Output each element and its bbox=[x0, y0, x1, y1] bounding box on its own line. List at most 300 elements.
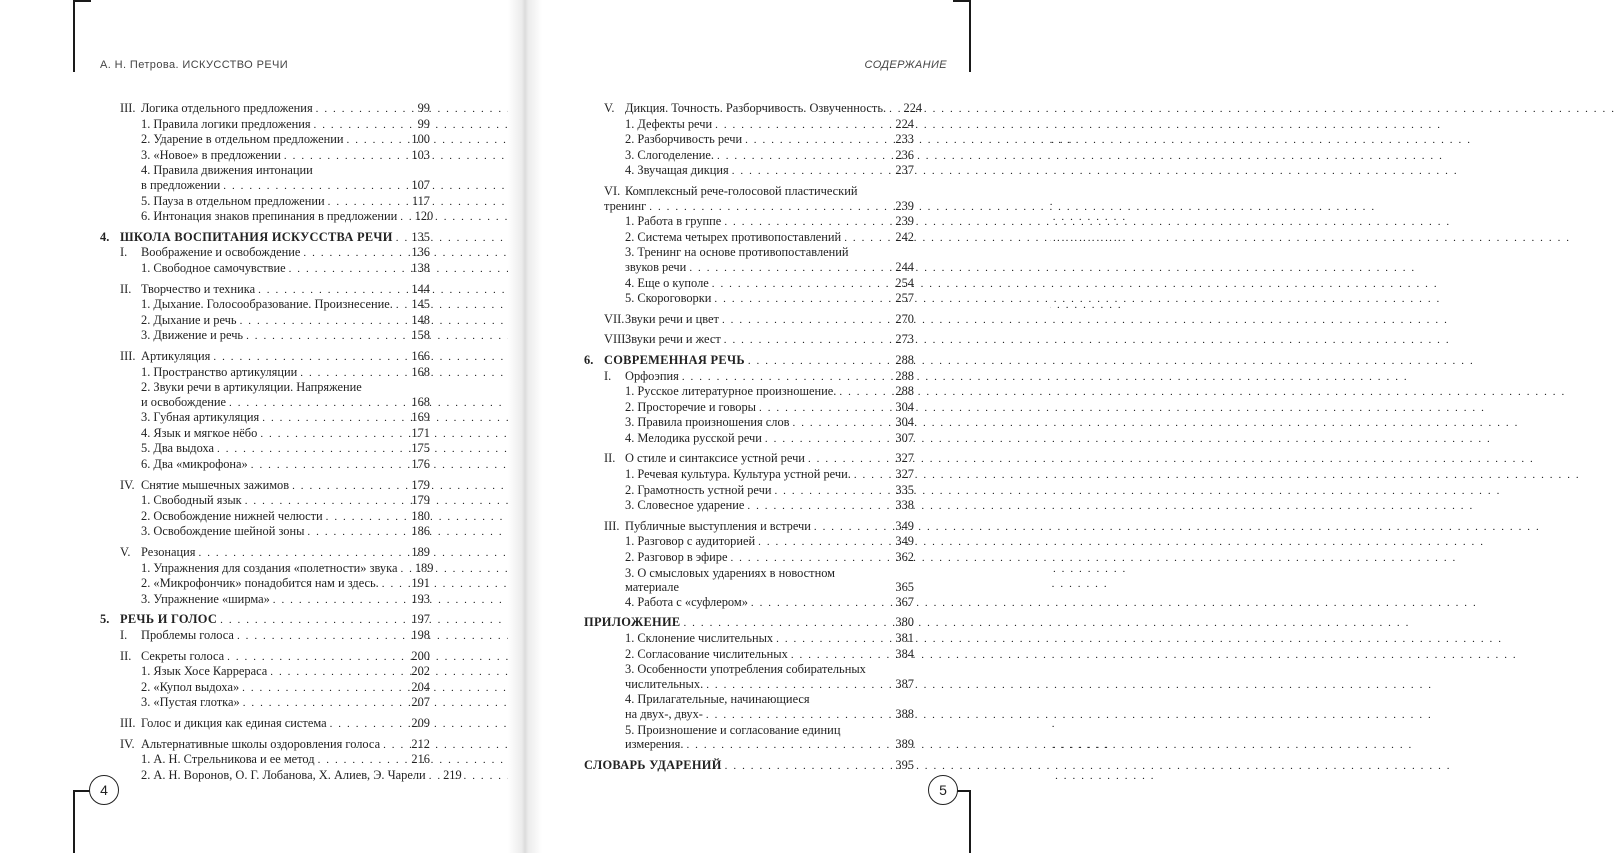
toc-subentry bbox=[584, 723, 914, 738]
page-ref: 362 bbox=[895, 550, 914, 565]
part-number: VI. bbox=[604, 183, 621, 198]
dot-leader bbox=[400, 562, 406, 577]
toc-section bbox=[100, 628, 430, 644]
dot-leader bbox=[712, 277, 887, 292]
page-ref: 389 bbox=[895, 737, 914, 752]
toc-entry bbox=[584, 758, 914, 774]
chapter-title: СЛОВАРЬ УДАРЕНИЙ bbox=[584, 757, 722, 772]
dot-leader bbox=[791, 648, 887, 663]
dot-leader bbox=[303, 246, 403, 261]
toc-section bbox=[584, 101, 923, 179]
subentry-title-continued: на двух-, двух- bbox=[625, 706, 703, 721]
page-ref: 270 bbox=[895, 311, 914, 326]
toc-subentry bbox=[584, 631, 914, 647]
running-header: А. Н. Петрова. ИСКУССТВО РЕЧИ bbox=[100, 59, 289, 71]
toc-section bbox=[584, 332, 914, 348]
entry-title-continued: тренинг bbox=[604, 198, 647, 213]
toc-subentry bbox=[100, 509, 430, 525]
subentry-title: 1. Разговор с аудиторией bbox=[625, 534, 756, 549]
dot-leader bbox=[347, 133, 403, 148]
toc-section bbox=[100, 649, 430, 711]
page-ref: 186 bbox=[411, 524, 430, 539]
entry-title-text: Проблемы голоса bbox=[141, 628, 234, 642]
page-ref: 288 bbox=[895, 368, 914, 383]
page-ref: 171 bbox=[411, 425, 430, 440]
page-ref: 169 bbox=[411, 410, 430, 425]
toc-section bbox=[584, 369, 914, 447]
crop-mark bbox=[969, 790, 971, 853]
toc-section bbox=[584, 758, 914, 774]
dot-leader bbox=[383, 738, 403, 753]
dot-leader bbox=[776, 632, 887, 647]
dot-leader bbox=[724, 215, 887, 230]
chapter-title: ПРИЛОЖЕНИЕ bbox=[584, 615, 681, 630]
page-ref: 136 bbox=[411, 245, 430, 260]
entry-title bbox=[120, 478, 289, 493]
toc-subentry bbox=[100, 426, 430, 442]
toc-section bbox=[100, 612, 430, 628]
toc-subentry-continued bbox=[584, 260, 914, 276]
toc-subentry bbox=[100, 576, 430, 592]
subentry-title: 2. Дыхание и речь bbox=[141, 312, 237, 327]
running-header: СОДЕРЖАНИЕ bbox=[864, 59, 947, 71]
entry-title-text: Секреты голоса bbox=[141, 648, 225, 663]
dot-leader bbox=[246, 329, 403, 344]
chapter-number: 6. bbox=[584, 352, 594, 367]
toc-section bbox=[584, 615, 914, 752]
dot-leader bbox=[217, 442, 403, 457]
page-ref: 148 bbox=[411, 312, 430, 327]
subentry-title: 1. Русское литературное произношение. bbox=[625, 384, 837, 399]
toc-section bbox=[100, 545, 434, 607]
page-ref: 166 bbox=[411, 348, 430, 363]
toc-entry bbox=[100, 349, 430, 365]
toc-subentry bbox=[584, 384, 914, 400]
toc-subentry bbox=[100, 380, 430, 395]
toc-entry bbox=[584, 369, 914, 385]
toc-subentry bbox=[584, 692, 914, 707]
page-ref: 273 bbox=[895, 332, 914, 347]
toc-subentry bbox=[584, 214, 914, 230]
subentry-title: 4. Язык и мягкое нёбо bbox=[141, 425, 258, 440]
page-ref: 145 bbox=[411, 297, 430, 312]
toc-subentry bbox=[100, 680, 430, 696]
toc-section bbox=[100, 716, 430, 732]
page-ref: 257 bbox=[895, 291, 914, 306]
part-number: III. bbox=[120, 101, 136, 115]
page-ref: 158 bbox=[411, 328, 430, 343]
page-ref: 224 bbox=[903, 101, 923, 115]
toc-subentry bbox=[584, 400, 914, 416]
part-number: III. bbox=[604, 518, 620, 533]
entry-title-text: Дикция. Точность. Разборчивость. Озвученность. bbox=[625, 101, 887, 115]
part-number: V. bbox=[604, 101, 615, 115]
subentry-title: 2. «Купол выдоха» bbox=[141, 679, 240, 694]
page-ref: 244 bbox=[895, 259, 914, 274]
page-ref: 189 bbox=[411, 545, 430, 560]
toc-column-right bbox=[584, 101, 923, 773]
page-ref: 202 bbox=[411, 664, 430, 679]
dot-leader bbox=[745, 133, 887, 148]
dot-leader bbox=[758, 535, 887, 550]
toc-subentry bbox=[100, 560, 434, 577]
page-ref: 395 bbox=[895, 757, 914, 772]
toc-section bbox=[100, 736, 462, 784]
subentry-title: 2. «Микрофончик» понадобится нам и здесь. bbox=[141, 576, 379, 591]
toc-section bbox=[584, 312, 914, 328]
page-ref: 120 bbox=[414, 209, 434, 224]
toc-subentry bbox=[584, 662, 914, 677]
page-ref: 144 bbox=[411, 281, 430, 296]
page-ref: 239 bbox=[895, 214, 914, 229]
dot-leader bbox=[717, 149, 887, 164]
toc-entry bbox=[100, 478, 430, 494]
page-ref: 200 bbox=[411, 648, 430, 663]
dot-leader bbox=[270, 665, 403, 680]
dot-leader bbox=[683, 616, 887, 631]
toc-subentry bbox=[100, 313, 430, 329]
dot-leader bbox=[686, 738, 887, 753]
subentry-title: 4. Правила движения интонации bbox=[141, 163, 313, 178]
dot-leader bbox=[724, 333, 887, 348]
subentry-title: 2. Разговор в эфире bbox=[625, 550, 728, 565]
toc-section bbox=[100, 245, 430, 276]
page-ref: 365 bbox=[895, 580, 914, 595]
crop-mark bbox=[73, 0, 75, 72]
dot-leader bbox=[808, 452, 887, 467]
page-ref: 349 bbox=[895, 534, 914, 549]
subentry-title: 4. Мелодика русской речи bbox=[625, 430, 762, 445]
subentry-title-continued: в предложении bbox=[141, 177, 221, 192]
subentry-title: 1. Свободное самочувствие bbox=[141, 260, 286, 275]
subentry-title: 3. Правила произношения слов bbox=[625, 415, 790, 430]
toc-entry bbox=[100, 282, 430, 298]
toc-subentry bbox=[100, 365, 430, 381]
toc-subentry bbox=[584, 534, 914, 550]
page-ref: 219 bbox=[443, 767, 462, 782]
subentry-title: 4. Работа с «суфлером» bbox=[625, 594, 748, 609]
page-ref: 288 bbox=[895, 384, 914, 399]
subentry-title: 6. Интонация знаков препинания в предложении bbox=[141, 209, 398, 224]
entry-title-text: Голос и дикция как единая система bbox=[141, 715, 327, 730]
page-ref: 338 bbox=[895, 498, 914, 513]
part-number: VIII. bbox=[604, 332, 629, 347]
entry-title-text: Альтернативные школы оздоровления голоса bbox=[141, 736, 381, 751]
entry-title-text: Орфоэпия bbox=[625, 368, 679, 383]
toc-section bbox=[100, 101, 434, 225]
entry-title bbox=[604, 184, 857, 199]
part-number: IV. bbox=[120, 477, 135, 492]
subentry-title: 5. Скороговорки bbox=[625, 291, 712, 306]
dot-leader bbox=[759, 401, 887, 416]
subentry-title: 4. Прилагательные, начинающиеся bbox=[625, 692, 810, 707]
subentry-title: 3. Освобождение шейной зоны bbox=[141, 524, 305, 539]
page-ref: 99 bbox=[417, 116, 430, 131]
page-ref: 381 bbox=[895, 631, 914, 645]
dot-leader bbox=[722, 313, 887, 328]
toc-subentry bbox=[100, 328, 430, 344]
right-page bbox=[527, 0, 1050, 853]
entry-title-text: Воображение и освобождение bbox=[141, 245, 301, 260]
subentry-title: 3. Движение и речь bbox=[141, 328, 244, 343]
dot-leader bbox=[793, 416, 888, 431]
dot-leader bbox=[814, 520, 887, 535]
subentry-title: 3. Упражнение «ширма» bbox=[141, 591, 270, 606]
subentry-title: 1. Речевая культура. Культура устной речи. bbox=[625, 467, 851, 482]
toc-subentry bbox=[100, 117, 430, 133]
page-ref: 216 bbox=[411, 752, 430, 767]
toc-subentry bbox=[100, 752, 430, 768]
page-ref: 237 bbox=[895, 163, 914, 178]
crop-mark bbox=[953, 0, 971, 2]
page-ref: 193 bbox=[411, 591, 430, 606]
page-ref: 242 bbox=[895, 229, 914, 244]
page-ref: 135 bbox=[411, 229, 430, 244]
page-ref: 212 bbox=[411, 736, 430, 751]
toc-entry bbox=[584, 519, 914, 535]
page-ref: 175 bbox=[411, 441, 430, 456]
subentry-title: 3. О смысловых ударениях в новостном bbox=[625, 565, 836, 580]
page-ref: 288 bbox=[895, 352, 914, 367]
dot-leader bbox=[649, 200, 887, 215]
crop-mark bbox=[969, 0, 971, 72]
dot-leader bbox=[245, 494, 403, 509]
toc-subentry bbox=[100, 695, 430, 711]
dot-leader bbox=[328, 195, 403, 210]
toc-subentry bbox=[100, 261, 430, 277]
toc-subentry bbox=[584, 566, 914, 581]
page-ref: 117 bbox=[411, 193, 430, 208]
page-ref: 179 bbox=[411, 493, 430, 508]
entry-title bbox=[604, 451, 805, 466]
toc-subentry bbox=[100, 664, 430, 680]
toc-subentry-continued bbox=[100, 395, 430, 411]
toc-subentry-continued bbox=[584, 580, 914, 595]
dot-leader bbox=[251, 458, 403, 473]
entry-title-text: Звуки речи и цвет bbox=[625, 311, 719, 326]
subentry-title: 1. Дыхание. Голосообразование. Произнесение. bbox=[141, 297, 393, 312]
dot-leader bbox=[242, 681, 403, 696]
toc-subentry bbox=[100, 163, 430, 178]
subentry-title: 2. Согласование числительных bbox=[625, 646, 788, 661]
entry-title bbox=[120, 282, 255, 297]
page-number-circle: 5 bbox=[928, 775, 958, 805]
dot-leader bbox=[227, 650, 403, 665]
dot-leader bbox=[258, 283, 403, 298]
page-ref: 179 bbox=[411, 477, 430, 492]
toc-section bbox=[584, 353, 914, 369]
entry-title-text: Снятие мышечных зажимов bbox=[141, 477, 290, 492]
dot-leader bbox=[318, 753, 403, 768]
toc-subentry bbox=[584, 467, 914, 483]
subentry-title: 1. Упражнения для создания «полетности» звука bbox=[141, 560, 398, 575]
entry-title bbox=[120, 245, 300, 260]
dot-leader bbox=[213, 350, 403, 365]
dot-leader bbox=[382, 577, 403, 592]
dot-leader bbox=[429, 769, 435, 784]
subentry-title-continued: материале bbox=[625, 580, 679, 595]
part-number: I. bbox=[120, 628, 128, 642]
dot-leader bbox=[400, 210, 406, 225]
toc-column-left bbox=[100, 101, 462, 783]
toc-subentry bbox=[100, 441, 430, 457]
dot-leader bbox=[273, 593, 403, 608]
toc-section bbox=[584, 184, 914, 307]
subentry-title: 3. Губная артикуляция bbox=[141, 410, 260, 425]
dot-leader bbox=[243, 696, 403, 711]
subentry-title-continued: и освобождение bbox=[141, 394, 227, 409]
dot-leader bbox=[237, 629, 403, 644]
toc-subentry bbox=[100, 524, 430, 540]
entry-title bbox=[604, 312, 719, 327]
dot-leader bbox=[307, 525, 403, 540]
toc-section bbox=[100, 282, 430, 344]
subentry-title: 3. «Пустая глотка» bbox=[141, 695, 240, 710]
subentry-title: 1. Свободный язык bbox=[141, 493, 242, 508]
page-ref: 327 bbox=[895, 451, 914, 466]
dot-leader bbox=[260, 427, 403, 442]
toc-subentry bbox=[100, 209, 434, 225]
chapter-title: ШКОЛА ВОСПИТАНИЯ ИСКУССТВА РЕЧИ bbox=[120, 229, 393, 244]
entry-title-text: Звуки речи и жест bbox=[625, 332, 721, 347]
part-number: IV. bbox=[120, 736, 135, 751]
entry-title-text: Публичные выступления и встречи bbox=[625, 518, 811, 533]
dot-leader bbox=[300, 366, 403, 381]
toc-subentry bbox=[584, 276, 914, 292]
part-number: V. bbox=[120, 545, 131, 560]
dot-leader bbox=[689, 261, 887, 276]
toc-entry bbox=[584, 101, 923, 117]
subentry-title: 4. Еще о куполе bbox=[625, 275, 709, 290]
toc-subentry bbox=[100, 297, 430, 313]
page-ref: 224 bbox=[895, 116, 914, 131]
toc-subentry bbox=[100, 132, 430, 148]
toc-entry bbox=[100, 612, 430, 628]
page-ref: 307 bbox=[895, 430, 914, 445]
toc-subentry-continued bbox=[100, 178, 430, 194]
page-ref: 99 bbox=[417, 101, 430, 115]
subentry-title: 3. Слогоделение. bbox=[625, 147, 714, 162]
toc-entry-continued bbox=[584, 199, 914, 215]
page-ref: 180 bbox=[411, 508, 430, 523]
page-ref: 168 bbox=[411, 364, 430, 379]
toc-subentry bbox=[584, 132, 914, 148]
page-ref: 168 bbox=[411, 394, 430, 409]
dot-leader bbox=[316, 102, 403, 117]
entry-title bbox=[120, 628, 234, 643]
dot-leader bbox=[714, 292, 887, 307]
toc-subentry bbox=[584, 498, 914, 514]
dot-leader bbox=[839, 385, 887, 400]
dot-leader bbox=[314, 118, 403, 133]
page-ref: 189 bbox=[414, 560, 434, 575]
subentry-title: 1. Работа в группе bbox=[625, 214, 722, 229]
subentry-title: 1. Склонение числительных bbox=[625, 631, 774, 645]
entry-title-text: Артикуляция bbox=[141, 348, 211, 363]
toc-subentry bbox=[100, 493, 430, 509]
dot-leader bbox=[844, 231, 887, 246]
dot-leader bbox=[289, 262, 403, 277]
toc-section bbox=[100, 349, 430, 473]
part-number: III. bbox=[120, 348, 136, 363]
dot-leader bbox=[725, 759, 887, 774]
page-ref: 367 bbox=[895, 594, 914, 609]
crop-mark bbox=[73, 790, 75, 853]
dot-leader bbox=[889, 102, 895, 117]
toc-entry bbox=[100, 716, 430, 732]
toc-entry bbox=[100, 545, 430, 561]
toc-section bbox=[100, 478, 430, 540]
subentry-title-continued: звуков речи bbox=[625, 259, 687, 274]
entry-title bbox=[604, 369, 679, 384]
entry-title-text: Творчество и техника bbox=[141, 281, 256, 296]
toc-subentry bbox=[584, 483, 914, 499]
entry-title bbox=[120, 716, 327, 731]
dot-leader bbox=[262, 411, 403, 426]
page-number-circle: 4 bbox=[89, 775, 119, 805]
part-number: I. bbox=[604, 368, 612, 383]
subentry-title: 2. Ударение в отдельном предложении bbox=[141, 132, 344, 147]
entry-title bbox=[120, 349, 210, 364]
entry-title-text: Логика отдельного предложения bbox=[141, 101, 313, 115]
entry-title-text: О стиле и синтаксисе устной речи bbox=[625, 451, 805, 466]
page-ref: 388 bbox=[895, 706, 914, 721]
book-gutter bbox=[508, 0, 542, 853]
page-ref: 236 bbox=[895, 147, 914, 162]
subentry-title: 3. Словесное ударение bbox=[625, 498, 745, 513]
entry-title bbox=[604, 101, 886, 116]
dot-leader bbox=[396, 231, 403, 246]
page-ref: 349 bbox=[895, 518, 914, 533]
toc-subentry bbox=[584, 230, 914, 246]
toc-entry bbox=[584, 353, 914, 369]
toc-entry bbox=[584, 312, 914, 328]
toc-subentry bbox=[100, 592, 430, 608]
subentry-title: 2. Просторечие и говоры bbox=[625, 399, 757, 414]
toc-entry bbox=[100, 649, 430, 665]
subentry-title: 1. Язык Хосе Каррераса bbox=[141, 664, 268, 679]
dot-leader bbox=[748, 354, 887, 369]
toc-section bbox=[584, 451, 914, 513]
chapter-number: 4. bbox=[100, 229, 110, 244]
dot-leader bbox=[774, 484, 887, 499]
subentry-title: 2. А. Н. Воронов, О. Г. Лобанова, Х. Алиев, Э. Чарели bbox=[141, 767, 426, 782]
page-ref: 387 bbox=[895, 676, 914, 691]
toc-entry bbox=[584, 332, 914, 348]
page-ref: 335 bbox=[895, 482, 914, 497]
entry-title bbox=[604, 519, 811, 534]
subentry-title: 2. Система четырех противопоставлений bbox=[625, 229, 842, 244]
dot-leader bbox=[682, 370, 887, 385]
left-page bbox=[0, 0, 522, 853]
dot-leader bbox=[765, 432, 887, 447]
subentry-title: 5. Два выдоха bbox=[141, 441, 215, 456]
dot-leader bbox=[330, 717, 403, 732]
subentry-title: 2. Разборчивость речи bbox=[625, 132, 743, 147]
part-number: II. bbox=[120, 648, 132, 663]
toc-entry bbox=[584, 184, 914, 199]
toc-entry bbox=[584, 451, 914, 467]
page-ref: 304 bbox=[895, 399, 914, 414]
entry-title bbox=[120, 101, 313, 116]
subentry-title: 5. Произношение и согласование единиц bbox=[625, 722, 841, 737]
subentry-title: 3. Тренинг на основе противопоставлений bbox=[625, 245, 849, 260]
entry-title-text: Резонация bbox=[141, 545, 196, 560]
toc-entry bbox=[100, 230, 430, 246]
page-ref: 327 bbox=[895, 467, 914, 482]
part-number: II. bbox=[604, 451, 616, 466]
entry-title bbox=[604, 332, 721, 347]
